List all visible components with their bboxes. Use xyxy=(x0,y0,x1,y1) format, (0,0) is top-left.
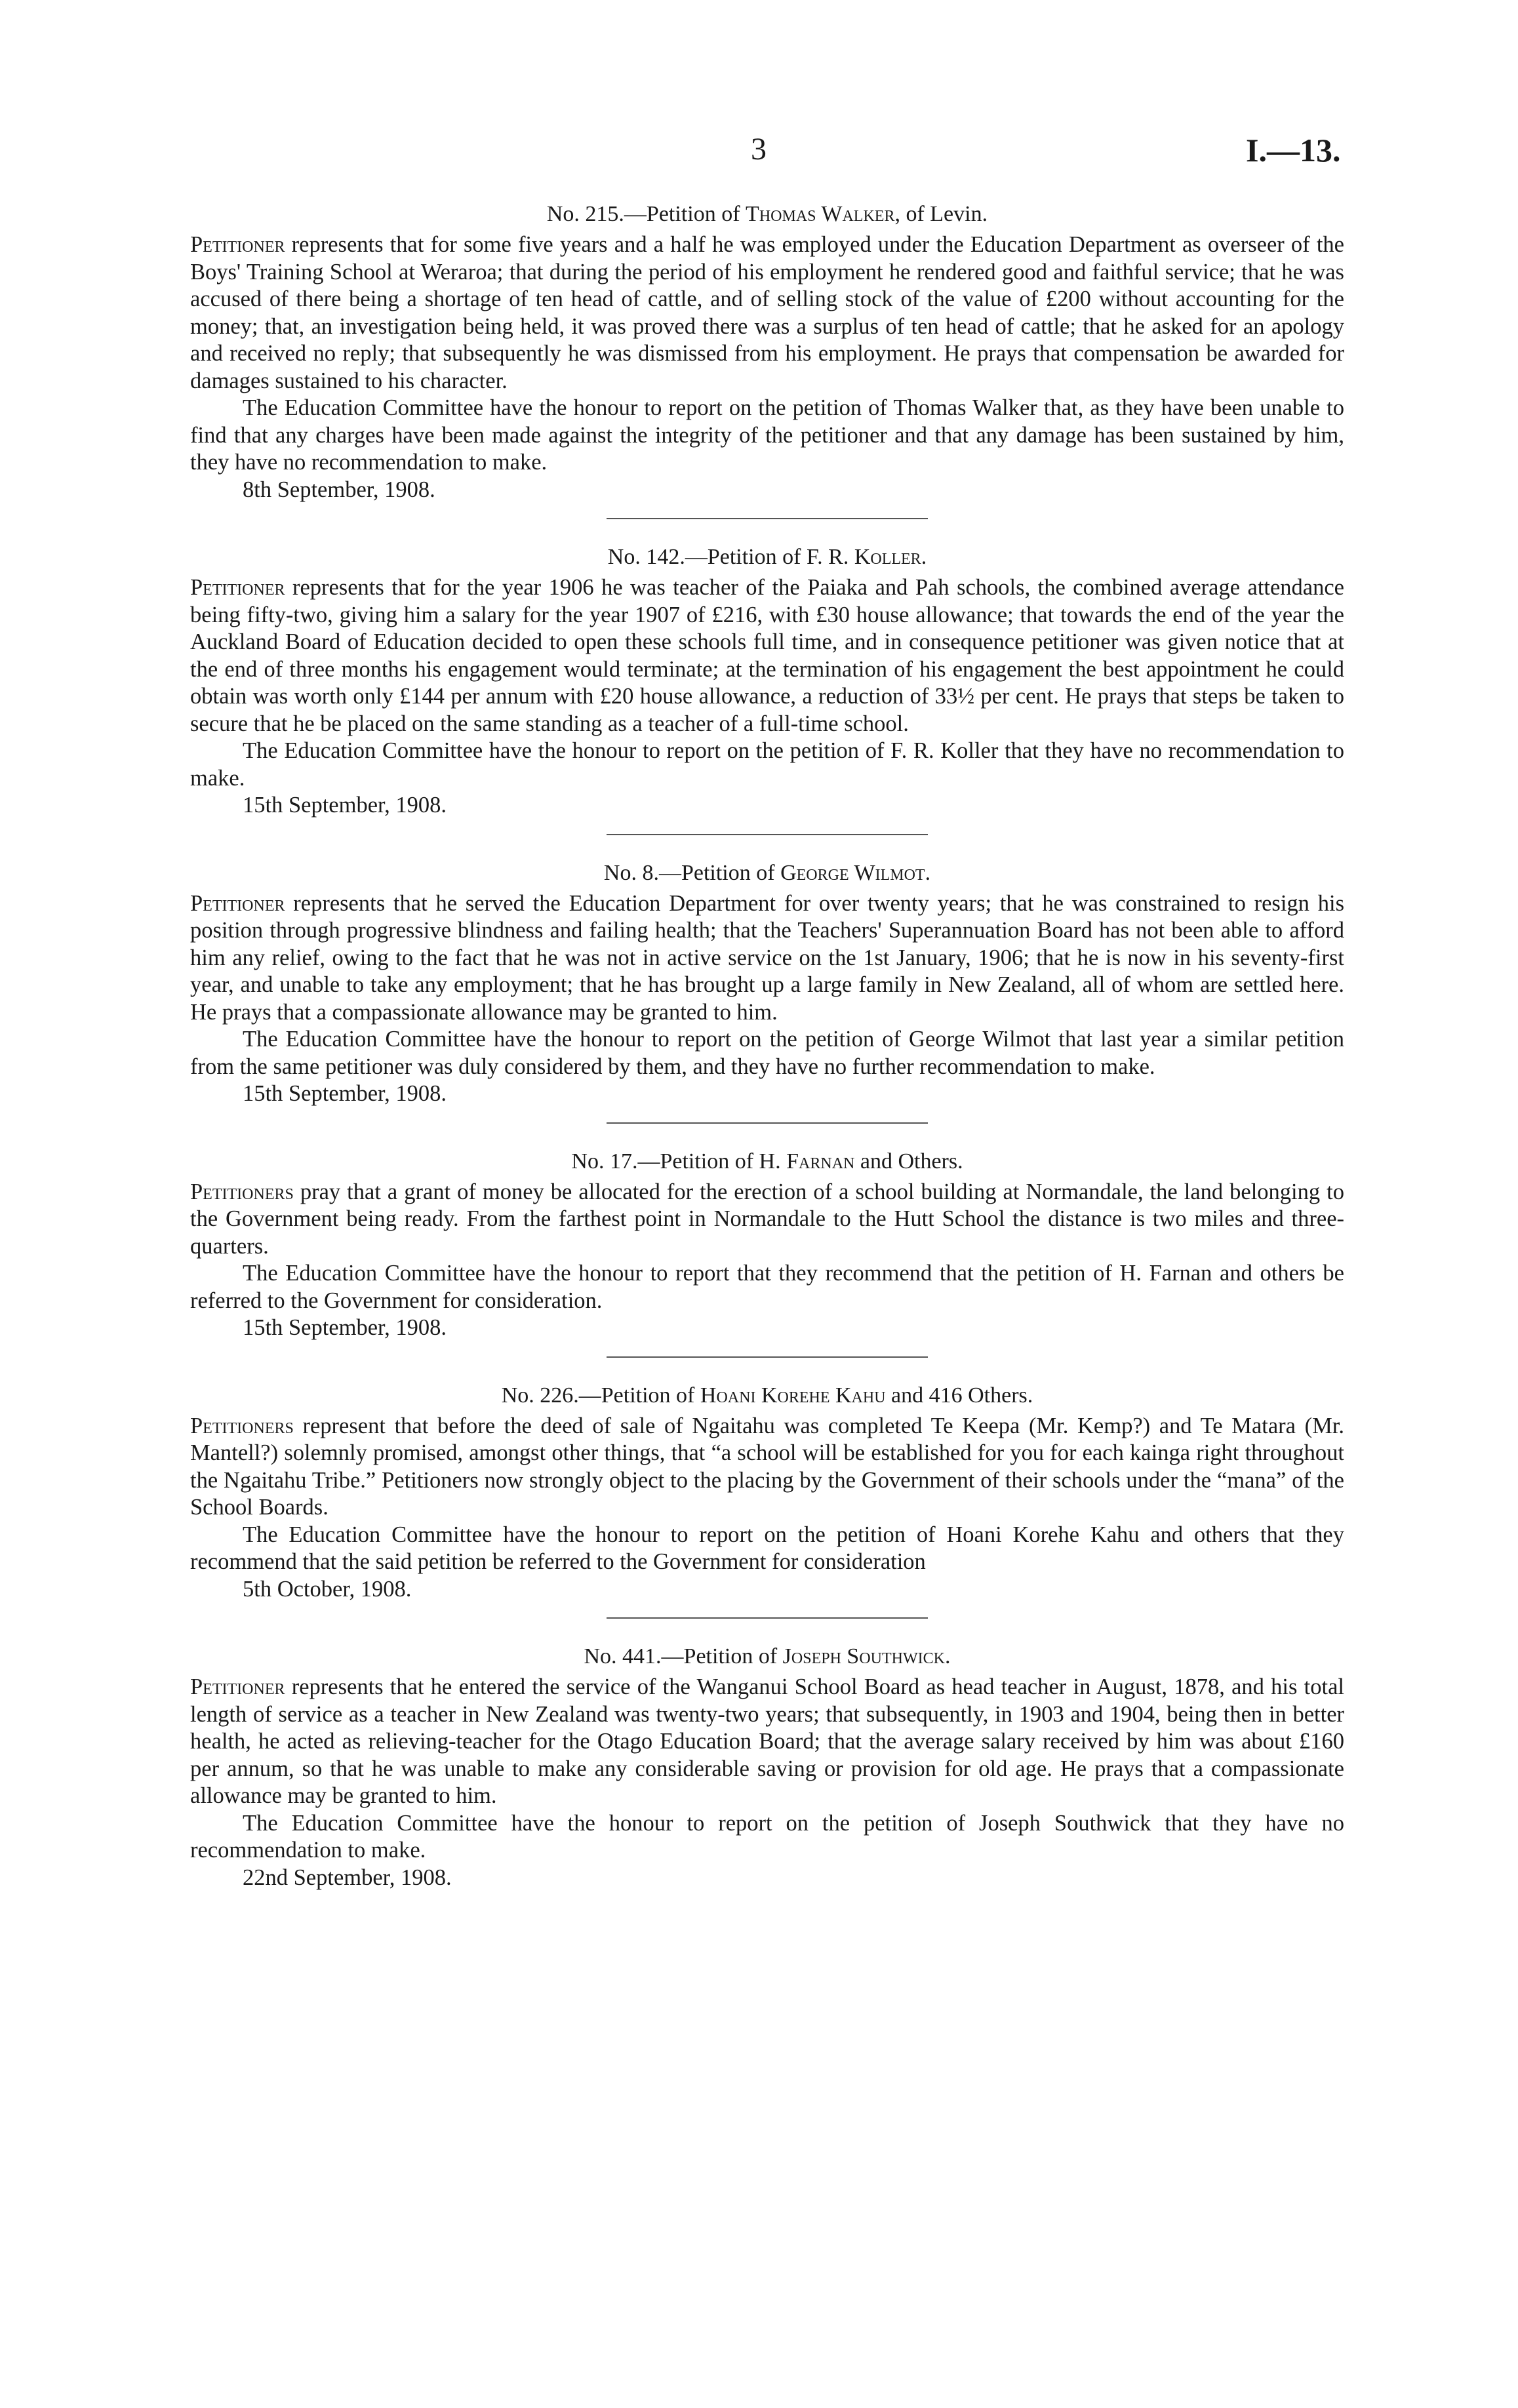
petition-title xyxy=(190,1642,1344,1671)
page-number: 3 xyxy=(751,132,767,167)
petition-wilmot xyxy=(190,859,1344,1108)
petitioner-lead: Petitioner xyxy=(190,575,285,600)
title-prefix: No. 17.—Petition of H. xyxy=(571,1149,787,1174)
section-divider xyxy=(607,1122,928,1124)
document-reference: I.—13. xyxy=(1246,132,1341,168)
report-date: 22nd September, 1908. xyxy=(243,1865,452,1890)
petition-text: represents that he entered the service of the Wanganui School Board as head teacher in August, 1878, and his total length of service as a teacher in New Zealand was twenty-two years; that subsequently, in 1903 and 1904, being then in better health, he acted as relieving-teacher for the Otago Education Board; that the average salary received by him was about £160 per annum, so that he was unable to make any considerable saving or provision for old age. He prays that a compassionate allowance may be granted to him. xyxy=(190,1674,1344,1808)
petition-kahu xyxy=(190,1381,1344,1604)
section-divider xyxy=(607,834,928,835)
petition-farnan xyxy=(190,1147,1344,1342)
petition-text: represents that he served the Education Department for over twenty years; that he was constrained to resign his position through progressive blindness and failing health; that the Teachers' Superannuation Board has not been able to afford him any relief, owing to the fact that he was not in active service on the 1st January, 1906; that he is now in his seventy-first year, and unable to take any employment; that he has brought up a large family in New Zealand, all of whom are settled here. He prays that a compassionate allowance may be granted to him. xyxy=(190,890,1344,1025)
title-prefix: No. 215.—Petition of xyxy=(546,202,746,226)
page-header xyxy=(0,131,1518,177)
committee-report: The Education Committee have the honour to report on the petition of George Wilmot that last year a similar petition from the same petitioner was duly considered by them, and they have no further recommendation to make. xyxy=(190,1027,1344,1079)
committee-report: The Education Committee have the honour to report on the petition of Joseph Southwick that they have no recommendation to make. xyxy=(190,1810,1344,1863)
petitioner-lead: Petitioner xyxy=(190,1674,285,1699)
petitioner-name: Thomas Walker xyxy=(746,202,895,226)
petition-text: represents that for some five years and a half he was employed under the Education Department as overseer of the Boys' Training School at Weraroa; that during the period of his employment he rendered good and faithful service; that he was accused of there being a shortage of ten head of cattle, and of selling stock of the value of £200 without accounting for the money; that, an investigation being held, it was proved there was a surplus of ten head of cattle; that he asked for an apology and received no reply; that subsequently he was dismissed from his employment. He prays that compensation be awarded for damages sustained to his character. xyxy=(190,232,1344,393)
petition-title xyxy=(190,1147,1344,1176)
petitioner-name: Joseph Southwick xyxy=(782,1644,945,1668)
committee-report: The Education Committee have the honour to report on the petition of Thomas Walker that, as they have been unable to find that any charges have been made against the integrity of the petitioner and that any damage has been sustained by him, they have no recommendation to make. xyxy=(190,395,1344,475)
petitioner-lead: Petitioner xyxy=(190,232,285,257)
petitioner-name: Farnan xyxy=(786,1149,855,1174)
petition-text: pray that a grant of money be allocated for the erection of a school building at Normandale, the land belonging to the Government being ready. From the farthest point in Normandale to the Hutt School the distance is two miles and three-quarters. xyxy=(190,1179,1344,1259)
petition-text: represents that for the year 1906 he was teacher of the Paiaka and Pah schools, the combined average attendance being fifty-two, giving him a salary for the year 1907 of £216, with £30 house allowance; that towards the end of the year the Auckland Board of Education decided to open these schools full time, and in consequence petitioner was given notice that at the end of three months his engagement would terminate; at the termination of his engagement the best appointment he could obtain was worth only £144 per annum with £20 house allowance, a reduction of 33½ per cent. He prays that steps be taken to secure that he be placed on the same standing as a teacher of a full-time school. xyxy=(190,575,1344,736)
report-date: 15th September, 1908. xyxy=(243,1081,447,1106)
title-prefix: No. 226.—Petition of xyxy=(501,1383,700,1408)
committee-report: The Education Committee have the honour to report on the petition of Hoani Korehe Kahu and others that they recommend that the said petition be referred to the Government for consideration xyxy=(190,1522,1344,1574)
report-date: 8th September, 1908. xyxy=(243,477,435,502)
title-suffix: , of Levin. xyxy=(894,202,988,226)
committee-report: The Education Committee have the honour to report that they recommend that the petition of H. Farnan and others be referred to the Government for consideration. xyxy=(190,1261,1344,1313)
petitioner-name: F. R. Koller xyxy=(806,545,921,569)
petitioner-lead: Petitioner xyxy=(190,890,285,916)
petition-title xyxy=(190,859,1344,888)
petition-koller xyxy=(190,543,1344,819)
title-suffix: and Others. xyxy=(854,1149,963,1174)
title-suffix: . xyxy=(925,860,931,885)
petition-body xyxy=(190,1179,1344,1261)
report-date: 5th October, 1908. xyxy=(243,1576,412,1602)
section-divider xyxy=(607,518,928,519)
petitions-report xyxy=(190,200,1344,1891)
petition-text: represent that before the deed of sale of Ngaitahu was completed Te Keepa (Mr. Kemp?) and Te Matara (Mr. Mantell?) solemnly promised, amongst other things, that “a school will be established for you for each kainga right throughout the Ngaitahu Tribe.” Petitioners now strongly object to the placing by the Government of their schools under the “mana” of the School Boards. xyxy=(190,1413,1344,1520)
title-suffix: . xyxy=(944,1644,951,1668)
petitioner-name: George Wilmot xyxy=(780,860,925,885)
petition-body xyxy=(190,231,1344,395)
petition-title xyxy=(190,543,1344,572)
petition-body xyxy=(190,890,1344,1027)
report-date: 15th September, 1908. xyxy=(243,1315,447,1340)
petitioner-name: Hoani Korehe Kahu xyxy=(700,1383,886,1408)
petition-title xyxy=(190,200,1344,229)
petition-body xyxy=(190,1674,1344,1810)
title-suffix: and 416 Others. xyxy=(885,1383,1033,1408)
title-suffix: . xyxy=(921,545,927,569)
petition-southwick xyxy=(190,1642,1344,1891)
title-prefix: No. 142.—Petition of xyxy=(607,545,807,569)
section-divider xyxy=(607,1356,928,1358)
title-prefix: No. 441.—Petition of xyxy=(584,1644,783,1668)
petitioner-lead: Petitioners xyxy=(190,1179,294,1204)
petition-walker xyxy=(190,200,1344,503)
report-date: 15th September, 1908. xyxy=(243,793,447,818)
petition-body xyxy=(190,1413,1344,1522)
petition-title xyxy=(190,1381,1344,1410)
committee-report: The Education Committee have the honour to report on the petition of F. R. Koller that they have no recommendation to make. xyxy=(190,738,1344,791)
petitioner-lead: Petitioners xyxy=(190,1413,294,1438)
section-divider xyxy=(607,1617,928,1619)
petition-body xyxy=(190,574,1344,738)
title-prefix: No. 8.—Petition of xyxy=(603,860,781,885)
